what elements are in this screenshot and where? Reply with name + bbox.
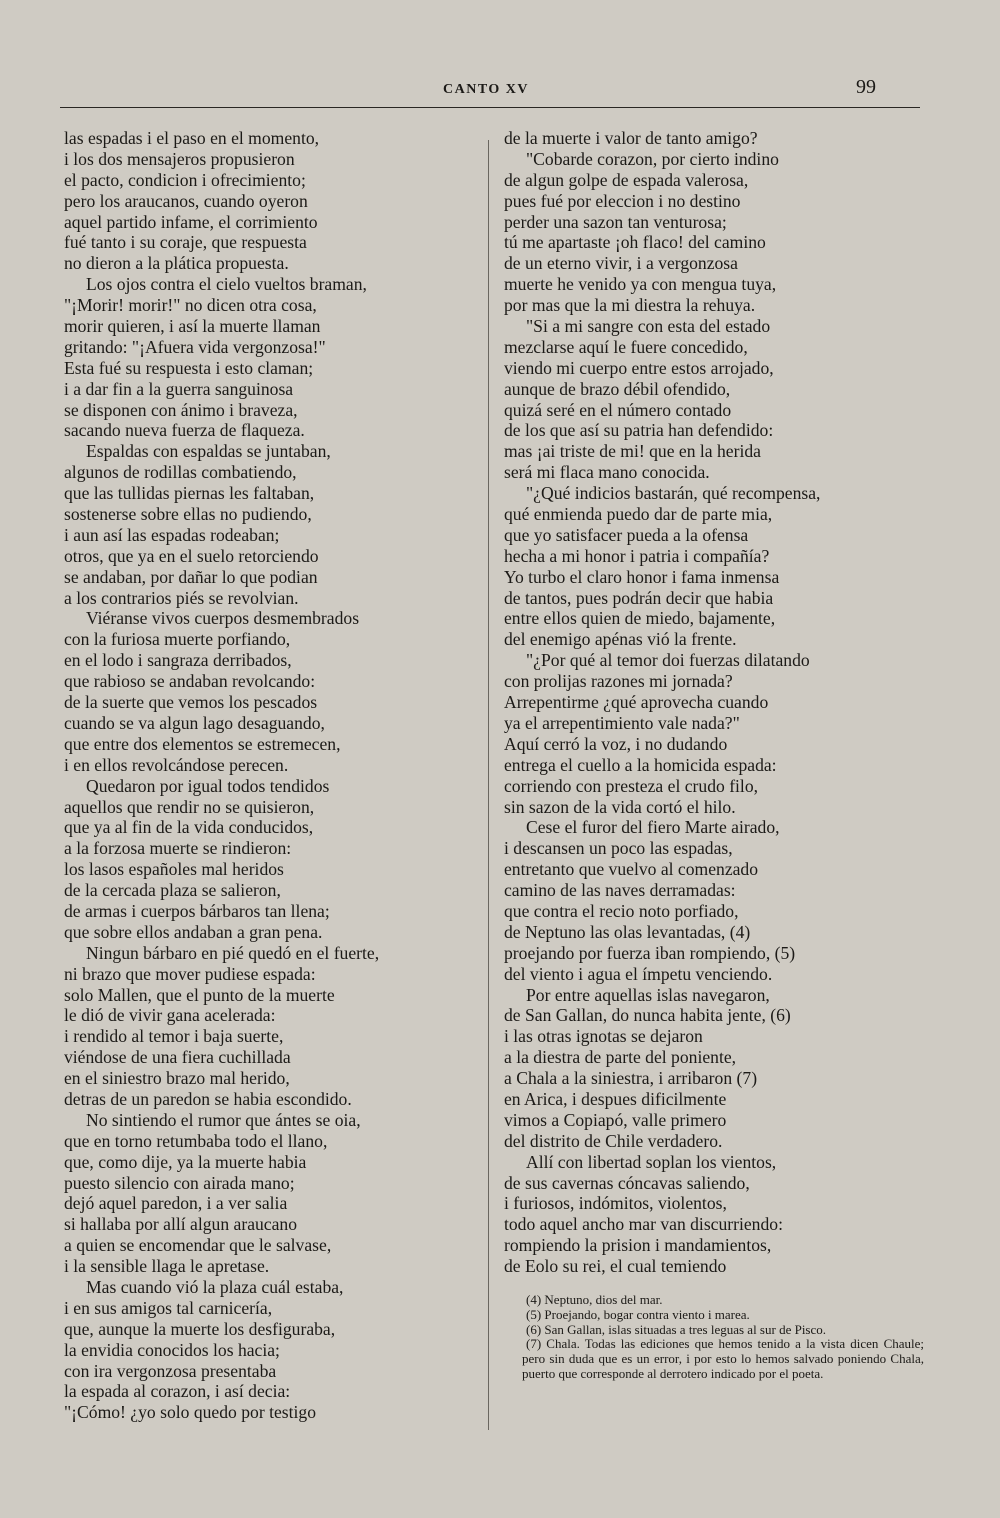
verse-line: Espaldas con espaldas se juntaban, [86, 441, 331, 462]
verse-line: del enemigo apénas vió la frente. [504, 629, 737, 650]
verse-line: morir quieren, i así la muerte llaman [64, 316, 321, 337]
verse-line: cuando se va algun lago desaguando, [64, 712, 325, 733]
verse-line: de la suerte que vemos los pescados [64, 692, 318, 713]
verse-line: Ningun bárbaro en pié quedó en el fuerte, [86, 942, 380, 963]
header-rule [60, 107, 920, 108]
verse-line: a quien se encomendar que le salvase, [64, 1235, 332, 1256]
verse-line: Aquí cerró la voz, i no dudando [504, 733, 728, 754]
verse-line: viéndose de una fiera cuchillada [64, 1047, 291, 1068]
verse-line: aquel partido infame, el corrimiento [64, 211, 318, 232]
verse-line: dejó aquel paredon, i a ver salia [64, 1193, 288, 1214]
verse-line: viendo mi cuerpo entre estos arrojado, [504, 357, 774, 378]
verse-line: muerte he venido ya con mengua tuya, [504, 274, 777, 295]
verse-line: "¿Qué indicios bastarán, qué recompensa, [526, 483, 821, 504]
verse-line: de armas i cuerpos bárbaros tan llena; [64, 900, 330, 921]
verse-line: perder una sazon tan venturosa; [504, 211, 727, 232]
verse-line: a Chala a la siniestra, i arribaron (7) [504, 1068, 758, 1089]
verse-line: que ya al fin de la vida conducidos, [64, 817, 314, 838]
verse-line: le dió de vivir gana acelerada: [64, 1005, 276, 1026]
verse-line: No sintiendo el rumor que ántes se oia, [86, 1109, 361, 1130]
verse-line: pues fué por eleccion i no destino [504, 190, 741, 211]
verse-line: mezclarse aquí le fuere concedido, [504, 336, 748, 357]
verse-line: que en torno retumbaba todo el llano, [64, 1130, 328, 1151]
verse-line: a la diestra de parte del poniente, [504, 1047, 737, 1068]
verse-line: que sobre ellos andaban a gran pena. [64, 921, 323, 942]
verse-line: que las tullidas piernas les faltaban, [64, 483, 315, 504]
verse-line: Allí con libertad soplan los vientos, [526, 1151, 777, 1172]
verse-line: sin sazon de la vida cortó el hilo. [504, 796, 736, 817]
verse-line: pero los araucanos, cuando oyeron [64, 190, 308, 211]
verse-line: aunque de brazo débil ofendido, [504, 378, 731, 399]
verse-line: aquellos que rendir no se quisieron, [64, 796, 315, 817]
verse-line: de un eterno vivir, i a vergonzosa [504, 253, 738, 274]
verse-line: será mi flaca mano conocida. [504, 462, 710, 483]
verse-line: i en ellos revolcándose perecen. [64, 754, 289, 775]
verse-line: camino de las naves derramadas: [504, 880, 736, 901]
verse-line: en el siniestro brazo mal herido, [64, 1068, 290, 1089]
verse-line: de la cercada plaza se salieron, [64, 880, 281, 901]
verse-line: entrega el cuello a la homicida espada: [504, 754, 777, 775]
verse-line: de sus cavernas cóncavas saliendo, [504, 1172, 750, 1193]
verse-line: sacando nueva fuerza de flaqueza. [64, 420, 305, 441]
verse-line: i los dos mensajeros propusieron [64, 148, 295, 169]
verse-line: que, aunque la muerte los desfiguraba, [64, 1318, 336, 1339]
verse-line: la espada al corazon, i así decia: [64, 1381, 291, 1402]
verse-line: "¿Por qué al temor doi fuerzas dilatando [526, 650, 810, 671]
verse-line: de los que así su patria han defendido: [504, 420, 774, 441]
verse-line: todo aquel ancho mar van discurriendo: [504, 1214, 783, 1235]
verse-line: puesto silencio con airada mano; [64, 1172, 295, 1193]
verse-line: mas ¡ai triste de mi! que en la herida [504, 441, 761, 462]
verse-line: sostenerse sobre ellas no pudiendo, [64, 504, 312, 525]
verse-line: con ira vergonzosa presentaba [64, 1360, 277, 1381]
verse-line: i a dar fin a la guerra sanguinosa [64, 378, 294, 399]
verse-line: los lasos españoles mal heridos [64, 859, 284, 880]
verse-line: detras de un paredon se habia escondido. [64, 1088, 352, 1109]
verse-line: Yo turbo el claro honor i fama inmensa [504, 566, 780, 587]
footnotes [522, 1293, 924, 1382]
verse-line: no dieron a la plática propuesta. [64, 253, 289, 274]
verse-line: de Neptuno las olas levantadas, (4) [504, 921, 751, 942]
verse-line: solo Mallen, que el punto de la muerte [64, 984, 335, 1005]
verse-line: quizá seré en el número contado [504, 399, 732, 420]
verse-line: las espadas i el paso en el momento, [64, 128, 320, 148]
right-column [504, 128, 924, 1277]
verse-line: ya el arrepentimiento vale nada?" [504, 712, 740, 733]
verse-line: proejando por fuerza iban rompiendo, (5) [504, 942, 796, 963]
verse-line: algunos de rodillas combatiendo, [64, 462, 297, 483]
verse-line: de algun golpe de espada valerosa, [504, 169, 749, 190]
verse-line: se disponen con ánimo i braveza, [64, 399, 298, 420]
footnote: (7) Chala. Todas las ediciones que hemos tenido a la vista dicen Chaule; pero sin duda que es un error, i por esto lo hemos salvado poniendo Chala, puerto que corresponde al derrotero indicado por el poeta. [522, 1336, 924, 1381]
verse-line: a los contrarios piés se revolvian. [64, 587, 299, 608]
verse-line: de la muerte i valor de tanto amigo? [504, 128, 758, 148]
footnote: (6) San Gallan, islas situadas a tres leguas al sur de Pisco. [526, 1321, 827, 1337]
verse-line: por mas que la mi diestra la rehuya. [504, 295, 756, 316]
verse-line: que, como dije, ya la muerte habia [64, 1151, 307, 1172]
running-head: CANTO XV [443, 82, 530, 97]
verse-line: a la forzosa muerte se rindieron: [64, 838, 292, 859]
column-divider [488, 140, 489, 1430]
footnote: (4) Neptuno, dios del mar. [526, 1292, 663, 1307]
verse-line: i las otras ignotas se dejaron [504, 1026, 703, 1047]
verse-line: i la sensible llaga le apretase. [64, 1256, 270, 1277]
verse-line: qué enmienda puedo dar de parte mia, [504, 504, 773, 525]
verse-line: Viéranse vivos cuerpos desmembrados [86, 608, 360, 629]
verse-line: i en sus amigos tal carnicería, [64, 1297, 273, 1318]
verse-line: entretanto que vuelvo al comenzado [504, 859, 759, 880]
verse-line: de Eolo su rei, el cual temiendo [504, 1256, 727, 1277]
verse-line: el pacto, condicion i ofrecimiento; [64, 169, 306, 190]
verse-line: Arrepentirme ¿qué aprovecha cuando [504, 692, 769, 713]
footnote: (5) Proejando, bogar contra viento i marea. [526, 1306, 750, 1322]
verse-line: con prolijas razones mi jornada? [504, 671, 733, 692]
verse-line: otros, que ya en el suelo retorciendo [64, 545, 319, 566]
page-header [60, 76, 920, 110]
verse-line: que yo satisfacer pueda a la ofensa [504, 524, 749, 545]
verse-line: Esta fué su respuesta i esto claman; [64, 357, 314, 378]
verse-line: rompiendo la prision i mandamientos, [504, 1235, 772, 1256]
verse-line: gritando: "¡Afuera vida vergonzosa!" [64, 336, 326, 357]
page-number: 99 [856, 76, 876, 98]
left-column [64, 128, 484, 1423]
verse-line: Mas cuando vió la plaza cuál estaba, [86, 1276, 344, 1297]
verse-line: del viento i agua el ímpetu venciendo. [504, 963, 773, 984]
verse-line: "Cobarde corazon, por cierto indino [526, 148, 779, 169]
verse-line: Por entre aquellas islas navegaron, [526, 984, 770, 1005]
verse-line: tú me apartaste ¡oh flaco! del camino [504, 232, 766, 253]
verse-line: entre ellos quien de miedo, bajamente, [504, 608, 776, 629]
verse-line: Quedaron por igual todos tendidos [86, 775, 330, 796]
verse-line: ni brazo que mover pudiese espada: [64, 963, 316, 984]
verse-line: "¡Morir! morir!" no dicen otra cosa, [64, 295, 317, 316]
verse-line: vimos a Copiapó, valle primero [504, 1109, 727, 1130]
verse-line: de tantos, pues podrán decir que habia [504, 587, 774, 608]
verse-line: i aun así las espadas rodeaban; [64, 524, 280, 545]
verse-line: que contra el recio noto porfiado, [504, 900, 739, 921]
verse-line: i furiosos, indómitos, violentos, [504, 1193, 727, 1214]
verse-line: hecha a mi honor i patria i compañía? [504, 545, 770, 566]
verse-line: en Arica, i despues dificilmente [504, 1088, 727, 1109]
verse-line: en el lodo i sangraza derribados, [64, 650, 292, 671]
verse-line: si hallaba por allí algun araucano [64, 1214, 298, 1235]
verse-line: del distrito de Chile verdadero. [504, 1130, 723, 1151]
verse-line: corriendo con presteza el crudo filo, [504, 775, 759, 796]
verse-line: que rabioso se andaban revolcando: [64, 671, 316, 692]
verse-line: Cese el furor del fiero Marte airado, [526, 817, 780, 838]
verse-line: Los ojos contra el cielo vueltos braman, [86, 274, 367, 295]
verse-line: la envidia conocidos los hacia; [64, 1339, 280, 1360]
verse-line: que entre dos elementos se estremecen, [64, 733, 341, 754]
verse-line: con la furiosa muerte porfiando, [64, 629, 291, 650]
verse-line: fué tanto i su coraje, que respuesta [64, 232, 307, 253]
verse-line: "¡Cómo! ¿yo solo quedo por testigo [64, 1402, 316, 1423]
verse-line: de San Gallan, do nunca habita jente, (6) [504, 1005, 791, 1026]
verse-line: i descansen un poco las espadas, [504, 838, 733, 859]
verse-line: "Si a mi sangre con esta del estado [526, 316, 771, 337]
verse-line: se andaban, por dañar lo que podian [64, 566, 318, 587]
verse-line: i rendido al temor i baja suerte, [64, 1026, 284, 1047]
